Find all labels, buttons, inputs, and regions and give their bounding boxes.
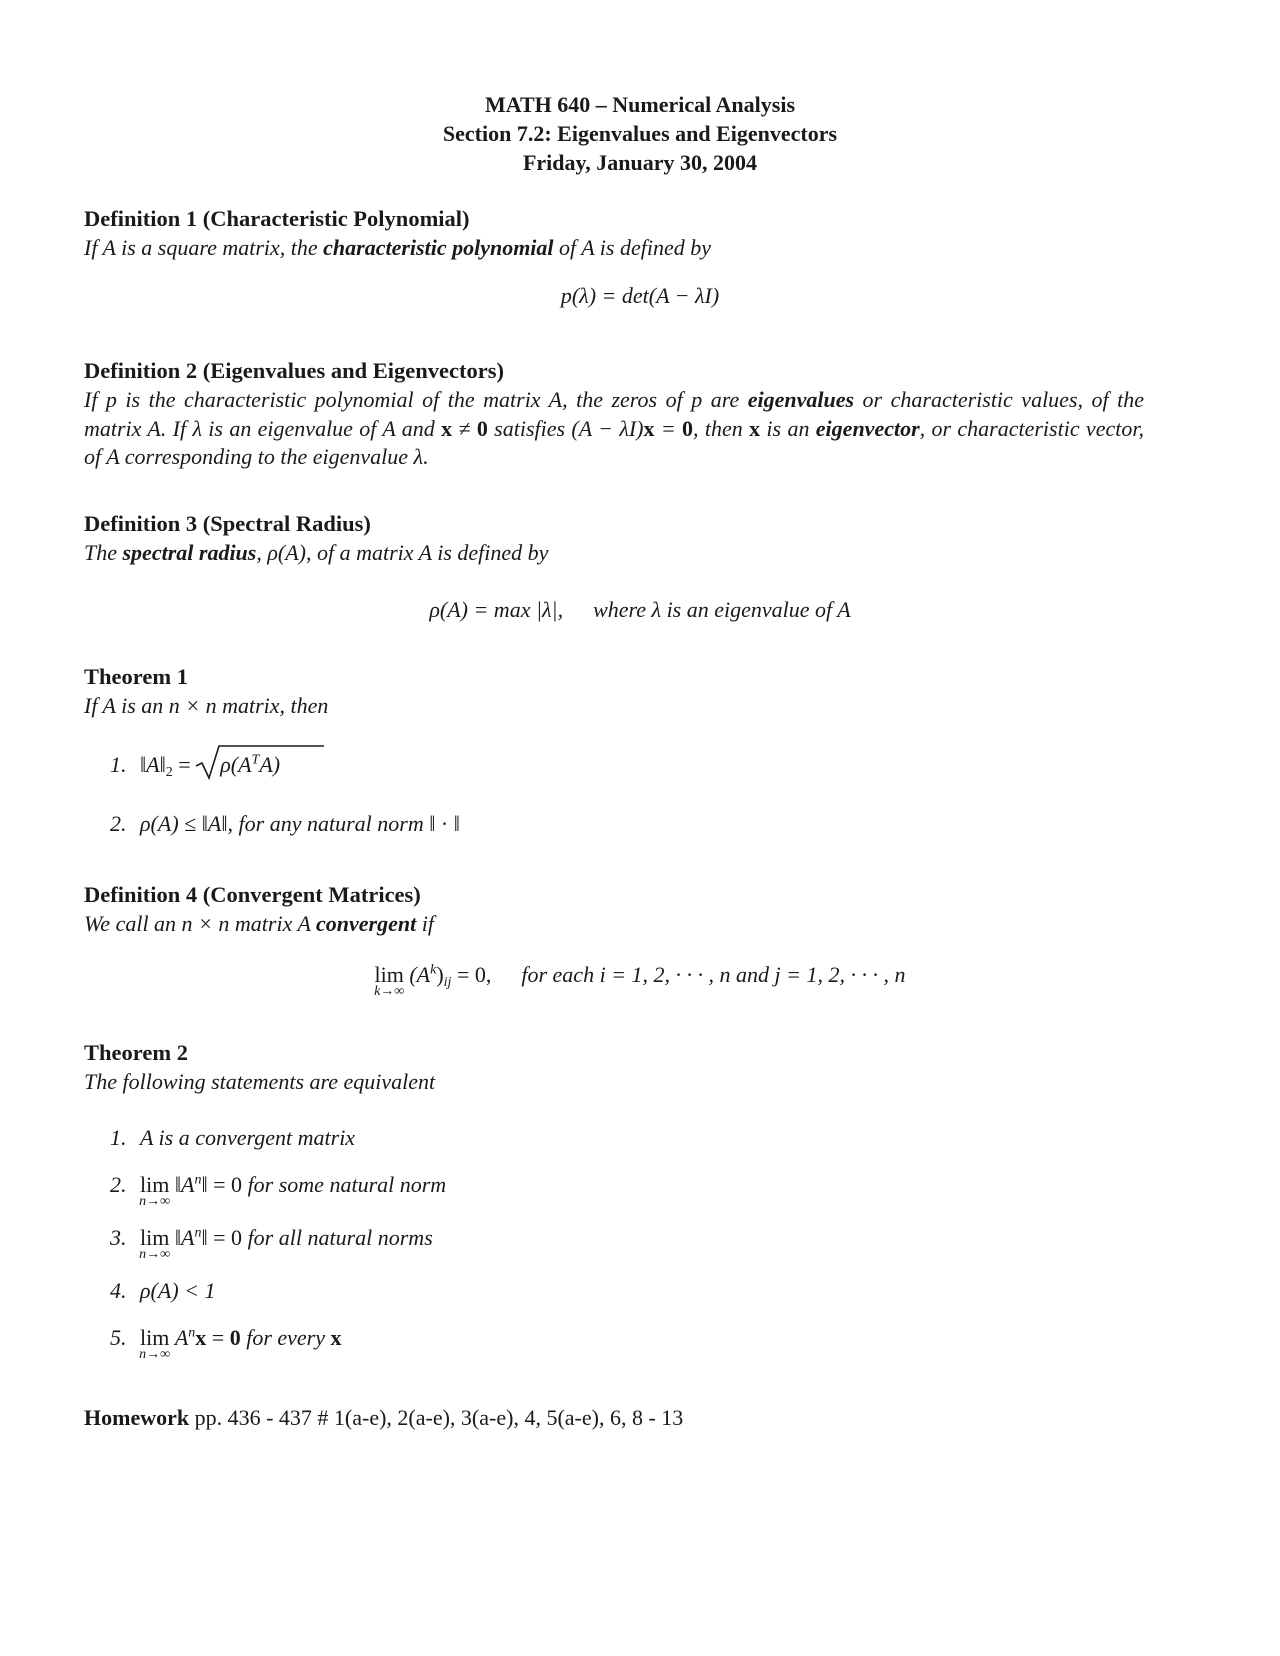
theorem-2-item-2: 2. lim n→∞ $‖A^n‖ = 0$ for some natural norm — [110, 1172, 447, 1209]
definition-1-equation: p(λ) = det(A − λI) — [560, 283, 720, 308]
limit: lim n→∞ — [139, 1225, 171, 1262]
definition-3-title: Definition 3 (Spectral Radius) — [84, 511, 371, 536]
theorem-2-item-3: 3. lim n→∞ $‖A^n‖ = 0$ for all natural norms — [110, 1225, 433, 1262]
homework-assignments: pp. 436 - 437 # 1(a-e), 2(a-e), 3(a-e), 4, 5(a-e), 6, 8 - 13 — [189, 1405, 684, 1430]
theorem-2-item-1: 1. A is a convergent matrix — [110, 1125, 356, 1150]
theorem-1 — [84, 662, 1144, 721]
theorem-2-item-4: 4. ρ(A) < 1 — [110, 1278, 216, 1303]
definition-2-text: If p is the characteristic polynomial of the matrix A, the zeros of p are eigenvalues or characteristic values, of the matrix A. If λ is an eigenvalue of A and x ≠ 0 satisfies (A − λI)x = 0, then x is an eigenvector, or characteristic vector, of A corresponding to the eigenvalue λ. — [84, 387, 1144, 469]
definition-3 — [84, 509, 1144, 568]
theorem-1-item-2: 2. ρ(A) ≤ ‖A‖, for any natural norm ‖ · ‖ — [110, 811, 460, 836]
definition-3-text: The spectral radius, ρ(A), of a matrix A is defined by — [84, 540, 549, 565]
limit: lim n→∞ — [139, 1325, 171, 1362]
theorem-2-item-5: 5. lim n→∞ $A^nx = 0$ for every x — [110, 1325, 342, 1362]
homework — [84, 1405, 1144, 1431]
square-root: $\rho(A^TA)$ — [220, 752, 280, 778]
definition-4-equation: lim k→∞ $(A^k)ij = 0$, for each i = 1, 2, · · · , n and j = 1, 2, · · · , n — [374, 962, 906, 999]
definition-4 — [84, 880, 1144, 939]
document-header — [0, 90, 1280, 177]
definition-2-title: Definition 2 (Eigenvalues and Eigenvectors) — [84, 358, 504, 383]
theorem-1-text: If A is an n × n matrix, then — [84, 693, 329, 718]
definition-1 — [84, 204, 1144, 263]
theorem-2-title: Theorem 2 — [84, 1040, 188, 1065]
definition-1-title: Definition 1 (Characteristic Polynomial) — [84, 206, 470, 231]
definition-2 — [84, 356, 1144, 472]
theorem-1-item-1: 1. ‖A‖2 = $\rho(A^TA)$ — [110, 752, 280, 781]
date: Friday, January 30, 2004 — [522, 150, 758, 175]
definition-4-text: We call an n × n matrix A convergent if — [84, 911, 434, 936]
course-title: MATH 640 – Numerical Analysis — [484, 92, 796, 117]
radical-sign — [194, 744, 324, 782]
theorem-1-title: Theorem 1 — [84, 664, 188, 689]
definition-4-title: Definition 4 (Convergent Matrices) — [84, 882, 421, 907]
theorem-2-text: The following statements are equivalent — [84, 1069, 436, 1094]
limit: lim k→∞ — [374, 962, 405, 999]
homework-label: Homework — [84, 1405, 190, 1430]
theorem-2 — [84, 1038, 1144, 1097]
definition-3-equation: ρ(A) = max |λ|, where λ is an eigenvalue of A — [429, 597, 851, 622]
definition-1-text: If A is a square matrix, the characteristic polynomial of A is defined by — [84, 235, 711, 260]
limit: lim n→∞ — [139, 1172, 171, 1209]
section-title: Section 7.2: Eigenvalues and Eigenvectors — [442, 121, 838, 146]
